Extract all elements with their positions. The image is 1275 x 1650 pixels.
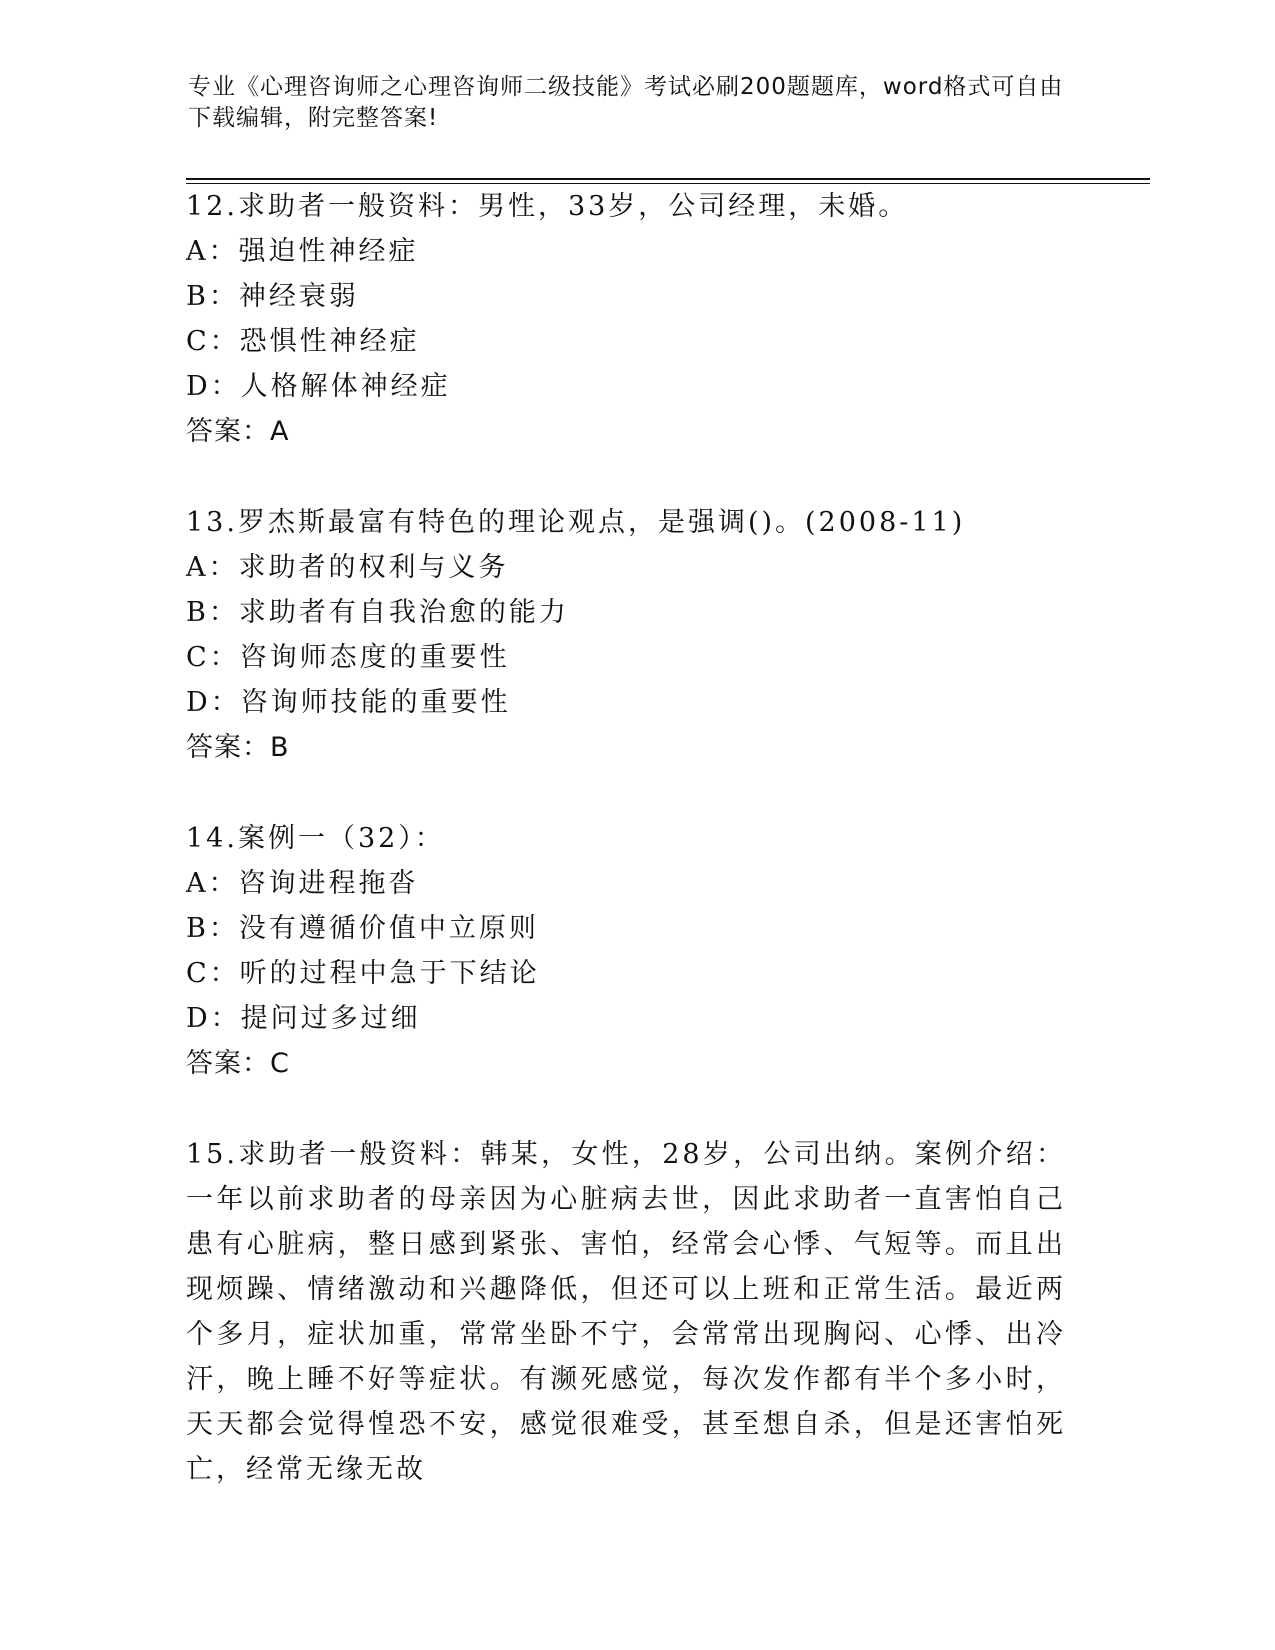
option-b: B：求助者有自我治愈的能力	[186, 597, 569, 628]
header-rule-thick	[186, 178, 1150, 180]
question-14	[186, 816, 1086, 1086]
question-stem: 15.求助者一般资料：韩某，女性，28岁，公司出纳。案例介绍：一年以前求助者的母亲因为心脏病去世，因此求助者一直害怕自己患有心脏病，整日感到紧张、害怕，经常会心悸、气短等。而且出现烦躁、情绪激动和兴趣降低，但还可以上班和正常生活。最近两个多月，症状加重，常常坐卧不宁，会常常出现胸闷、心悸、出冷汗，晚上睡不好等症状。有濒死感觉，每次发作都有半个多小时，天天都会觉得惶恐不安，感觉很难受，甚至想自杀，但是还害怕死亡，经常无缘无故	[186, 1139, 1066, 1485]
option-a: A：咨询进程拖沓	[186, 868, 419, 899]
question-stem: 14.案例一（32）：	[186, 823, 445, 854]
question-stem: 13.罗杰斯最富有特色的理论观点，是强调()。(2008-11)	[186, 507, 966, 538]
option-c: C：听的过程中急于下结论	[186, 958, 540, 989]
answer-line: 答案：B	[186, 732, 290, 763]
answer-line: 答案：A	[186, 416, 290, 447]
option-b: B：神经衰弱	[186, 281, 359, 312]
option-d: D：人格解体神经症	[186, 371, 451, 402]
option-c: C：恐惧性神经症	[186, 326, 420, 357]
question-stem: 12.求助者一般资料：男性，33岁，公司经理，未婚。	[186, 191, 909, 222]
option-c: C：咨询师态度的重要性	[186, 642, 510, 673]
question-12	[186, 184, 1086, 454]
option-d: D：咨询师技能的重要性	[186, 687, 511, 718]
option-d: D：提问过多过细	[186, 1003, 421, 1034]
option-a: A：求助者的权利与义务	[186, 552, 509, 583]
question-15	[186, 1132, 1086, 1492]
answer-line: 答案：C	[186, 1048, 290, 1079]
option-b: B：没有遵循价值中立原则	[186, 913, 539, 944]
document-header: 专业《心理咨询师之心理咨询师二级技能》考试必刷200题题库，word格式可自由下载编辑，附完整答案!	[188, 74, 1064, 131]
option-a: A：强迫性神经症	[186, 236, 419, 267]
question-13	[186, 500, 1086, 770]
